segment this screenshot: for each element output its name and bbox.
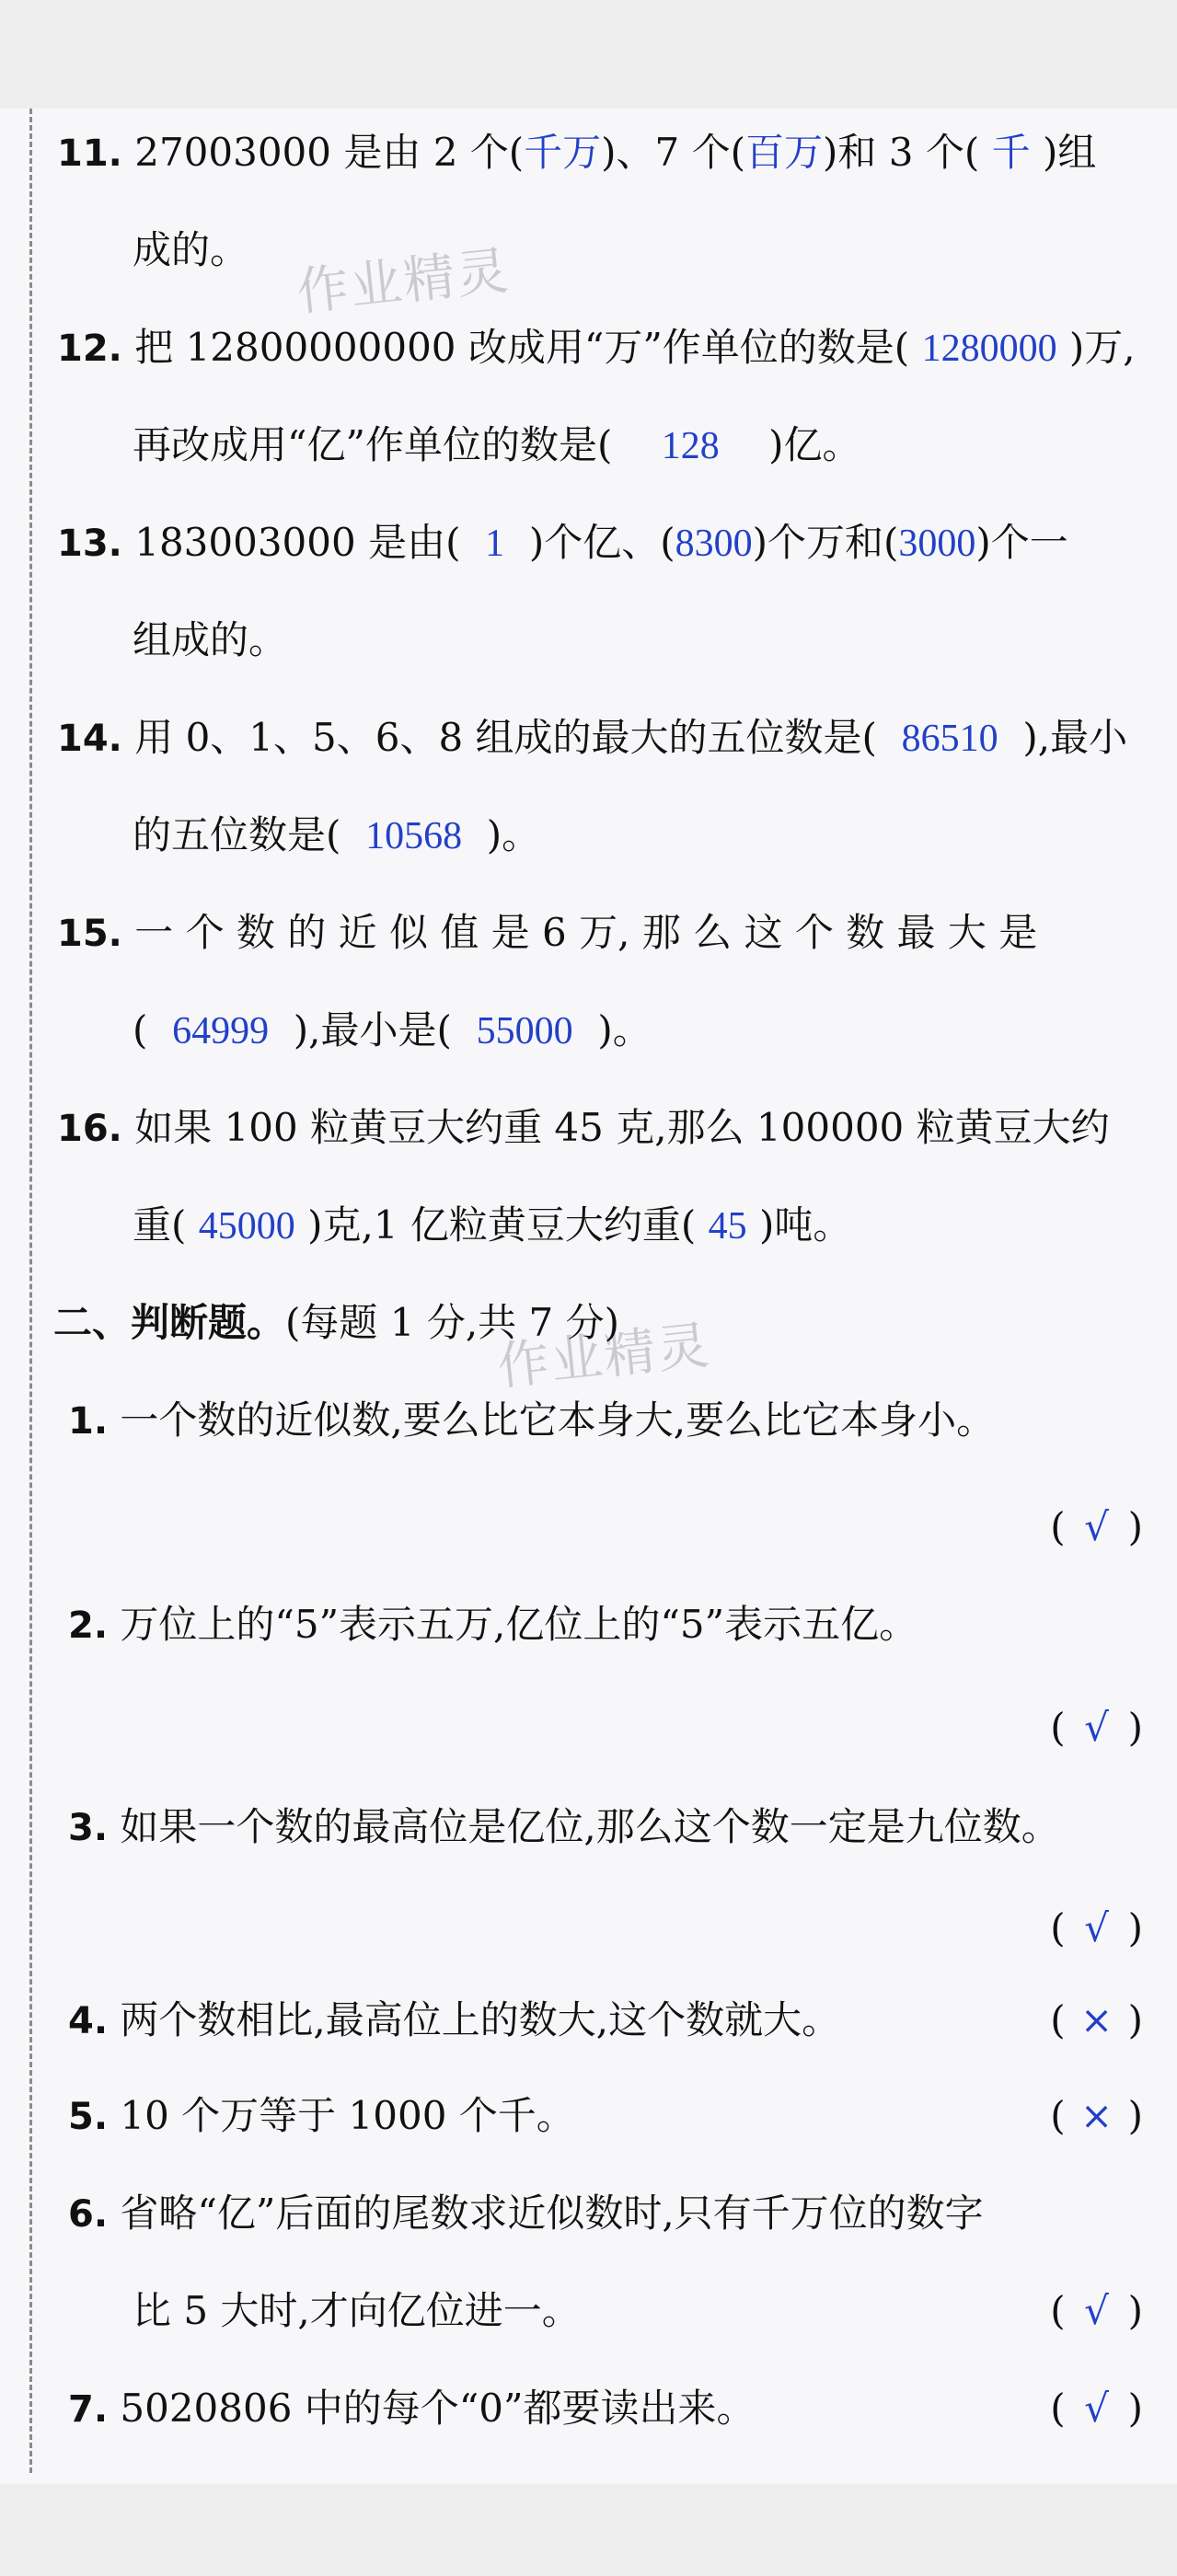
question-15-line2 <box>133 1003 652 1059</box>
question-text: 如果一个数的最高位是亿位,那么这个数一定是九位数。 <box>120 1804 1060 1849</box>
answer-blank: 128 <box>661 425 720 467</box>
answer-blank: 3000 <box>898 523 976 565</box>
question-number: 5. <box>68 2096 109 2138</box>
answer-blank: 百万 <box>745 132 824 175</box>
answer-blank: 1280000 <box>921 328 1057 370</box>
answer-blank: 10568 <box>365 815 463 857</box>
paren: ( <box>1050 1905 1066 1950</box>
judgment-2 <box>68 1597 917 1653</box>
question-16-line2 <box>133 1198 851 1254</box>
answer-blank: 千万 <box>524 132 602 175</box>
judgment-7 <box>68 2381 755 2437</box>
question-12-line1 <box>57 320 1136 376</box>
judgment-3 <box>68 1800 1060 1856</box>
paren: ( <box>1050 1504 1066 1549</box>
answer-mark: √ <box>1084 1705 1109 1750</box>
judgment-6-line2: 比 5 大时,才向亿位进一。 <box>133 2288 581 2333</box>
question-text: )克,1 亿粒黄豆大约重( <box>307 1202 697 1248</box>
judgment-5-answer <box>1050 2088 1143 2144</box>
question-text: ( <box>133 1007 148 1052</box>
section-note: (每题 1 分,共 7 分) <box>285 1300 619 1345</box>
paren: ( <box>1050 1705 1066 1750</box>
answer-blank: 45000 <box>198 1205 295 1248</box>
question-text: 万位上的“5”表示五万,亿位上的“5”表示五亿。 <box>120 1602 918 1647</box>
question-13-line1 <box>57 515 1068 571</box>
question-text: 两个数相比,最高位上的数大,这个数就大。 <box>120 1997 841 2042</box>
answer-mark: √ <box>1084 1504 1109 1549</box>
question-number: 12. <box>57 328 122 370</box>
paren: ( <box>1050 2288 1066 2333</box>
question-14-line1 <box>57 710 1127 766</box>
judgment-6-answer <box>1050 2283 1143 2339</box>
judgment-7-answer <box>1050 2381 1143 2436</box>
question-text: )。 <box>597 1007 652 1052</box>
answer-blank: 8300 <box>675 523 753 565</box>
watermark: 作业精灵 <box>494 1316 714 1397</box>
question-text: )万, <box>1068 325 1136 370</box>
question-text: )个亿、( <box>528 520 675 565</box>
answer-mark: × <box>1080 1997 1114 2042</box>
paren: ) <box>1127 1905 1143 1950</box>
question-text: 一个数的近似数,要么比它本身大,要么比它本身小。 <box>120 1397 996 1443</box>
question-text: 10 个万等于 1000 个千。 <box>120 2093 575 2138</box>
question-text: 把 12800000000 改成用“万”作单位的数是( <box>134 325 910 370</box>
question-text: 省略“亿”后面的尾数求近似数时,只有千万位的数字 <box>120 2191 984 2236</box>
judgment-4 <box>68 1993 840 2049</box>
paren: ) <box>1127 2093 1143 2138</box>
question-number: 13. <box>57 523 122 565</box>
judgment-5 <box>68 2088 575 2145</box>
question-number: 7. <box>68 2388 109 2431</box>
judgment-2-answer <box>1050 1700 1143 1755</box>
judgment-3-answer <box>1050 1901 1143 1956</box>
question-16-line1 <box>57 1100 1110 1156</box>
paren: ( <box>1050 2386 1066 2431</box>
bottom-margin <box>0 2484 1177 2576</box>
question-text: 的五位数是( <box>133 812 341 857</box>
paren: ) <box>1127 1997 1143 2042</box>
section-heading <box>53 1295 619 1351</box>
answer-blank: 86510 <box>901 718 998 760</box>
question-number: 6. <box>68 2193 109 2236</box>
question-text: 再改成用“亿”作单位的数是( <box>133 422 613 467</box>
question-number: 1. <box>68 1400 109 1443</box>
judgment-6-line1 <box>68 2186 984 2242</box>
question-text: 用 0、1、5、6、8 组成的最大的五位数是( <box>134 715 877 760</box>
answer-blank: 1 <box>485 523 505 565</box>
judgment-1 <box>68 1393 995 1449</box>
top-margin <box>0 0 1177 109</box>
paren: ( <box>1050 2093 1066 2138</box>
question-number: 11. <box>57 132 122 175</box>
answer-mark: √ <box>1084 2386 1109 2431</box>
question-text: 一 个 数 的 近 似 值 是 6 万, 那 么 这 个 数 最 大 是 <box>134 910 1038 955</box>
question-14-line2 <box>133 808 540 864</box>
question-15-line1 <box>57 905 1037 961</box>
question-number: 16. <box>57 1108 122 1150</box>
question-text: 如果 100 粒黄豆大约重 45 克,那么 100000 粒黄豆大约 <box>134 1105 1110 1150</box>
answer-blank: 55000 <box>476 1010 573 1052</box>
question-number: 15. <box>57 913 122 955</box>
question-text: )个万和( <box>752 520 899 565</box>
paren: ( <box>1050 1997 1066 2042</box>
question-13-line2: 组成的。 <box>133 617 288 662</box>
question-text: 183003000 是由( <box>134 520 461 565</box>
judgment-1-answer <box>1050 1500 1143 1555</box>
question-number: 14. <box>57 718 122 760</box>
paren: ) <box>1127 2386 1143 2431</box>
question-text: 5020806 中的每个“0”都要读出来。 <box>120 2386 756 2431</box>
question-text: )。 <box>486 812 541 857</box>
question-11-line2: 成的。 <box>133 227 249 272</box>
answer-blank: 千 <box>991 132 1031 175</box>
question-text: ),最小 <box>1022 715 1128 760</box>
answer-blank: 45 <box>708 1205 747 1248</box>
paren: ) <box>1127 1504 1143 1549</box>
answer-mark: × <box>1080 2093 1114 2138</box>
question-text: 27003000 是由 2 个( <box>134 130 525 175</box>
question-number: 2. <box>68 1604 109 1647</box>
question-number: 3. <box>68 1807 109 1849</box>
question-text: )、7 个( <box>601 130 746 175</box>
watermark: 作业精灵 <box>294 241 513 323</box>
judgment-4-answer <box>1050 1993 1143 2048</box>
question-text: )吨。 <box>759 1202 852 1248</box>
paren: ) <box>1127 2288 1143 2333</box>
answer-mark: √ <box>1084 1905 1109 1950</box>
question-text: )个一 <box>975 520 1068 565</box>
question-11-line1 <box>57 125 1096 181</box>
question-12-line2 <box>133 418 861 474</box>
answer-blank: 64999 <box>172 1010 270 1052</box>
question-text: 重( <box>133 1202 187 1248</box>
question-text: ),最小是( <box>293 1007 452 1052</box>
question-number: 4. <box>68 2000 109 2042</box>
paren: ) <box>1127 1705 1143 1750</box>
binding-margin-line <box>29 109 32 2473</box>
question-text: )组 <box>1042 130 1097 175</box>
answer-mark: √ <box>1084 2288 1109 2333</box>
section-title: 二、判断题。 <box>53 1300 286 1345</box>
question-text: )和 3 个( <box>823 130 980 175</box>
question-text: )亿。 <box>768 422 861 467</box>
